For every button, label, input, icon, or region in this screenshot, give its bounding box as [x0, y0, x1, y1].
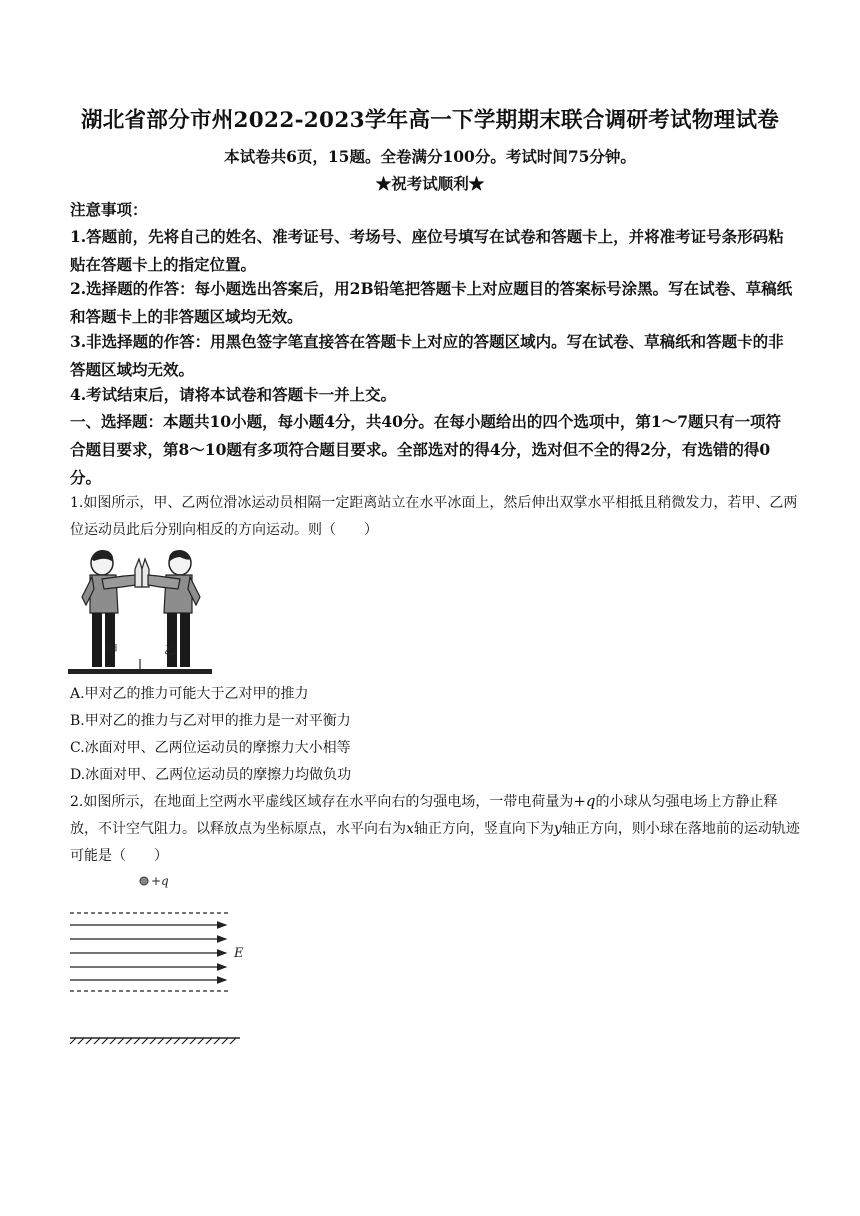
question-1-option-a: A.甲对乙的推力可能大于乙对甲的推力 [70, 686, 309, 702]
x-axis-symbol: x [406, 821, 414, 837]
question-1-option-b: B.甲对乙的推力与乙对甲的推力是一对平衡力 [70, 713, 351, 729]
charged-ball [140, 877, 148, 885]
section-intro: 一、选择题：本题共10小题，每小题4分，共40分。在每小题给出的四个选项中，第1～7题只有一项符合题目要求，第8～10题有多项符合题目要求。全部选对的得4分，选对但不全的得2分，有选错的得0分。 [70, 412, 781, 487]
skater-label-left: 甲 [106, 643, 119, 657]
notice-heading: 注意事项： [70, 200, 148, 219]
exam-wish: ★祝考试顺利★ [375, 174, 485, 193]
notice-item-3: 3.非选择题的作答：用黑色签字笔直接答在答题卡上对应的答题区域内。写在试卷、草稿纸和答题卡的非答题区域均无效。 [70, 332, 784, 379]
skater-label-right: 乙 [164, 643, 177, 657]
question-2-stem [70, 788, 800, 870]
question-1-option-d: D.冰面对甲、乙两位运动员的摩擦力均做负功 [70, 767, 352, 783]
exam-title: 湖北省部分市州2022-2023学年高一下学期期末联合调研考试物理试卷 [80, 108, 780, 133]
field-label: E [234, 946, 244, 961]
question-1-option-c: C.冰面对甲、乙两位运动员的摩擦力大小相等 [70, 740, 351, 756]
question-2-stem-part-1: 2.如图所示，在地面上空两水平虚线区域存在水平向右的匀强电场，一带电荷量为 [70, 794, 574, 810]
question-2-stem-part-4: 轴正方向，则小球在落地前的运动轨迹可能是（ ） [70, 821, 800, 864]
question-2-stem-part-2: 的小球从匀强电场上方静止释放，不计空气阻力。以释放点为坐标原点，水平向右为 [70, 794, 778, 837]
question-2-stem-part-3: 轴正方向，竖直向下为 [413, 821, 554, 837]
exam-info: 本试卷共6页，15题。全卷满分100分。考试时间75分钟。 [224, 147, 636, 166]
electric-field-figure [68, 870, 246, 1048]
ball-charge-label: +q [151, 874, 169, 888]
skaters-figure [68, 545, 214, 677]
notice-item-4: 4.考试结束后，请将本试卷和答题卡一并上交。 [70, 385, 397, 404]
y-axis-symbol: y [553, 821, 562, 837]
charge-symbol: +q [573, 792, 596, 810]
question-1-stem: 1.如图所示，甲、乙两位滑冰运动员相隔一定距离站立在水平冰面上，然后伸出双掌水平相抵且稍微发力，若甲、乙两位运动员此后分别向相反的方向运动。则（ ） [70, 495, 798, 538]
notice-item-2: 2.选择题的作答：每小题选出答案后，用2B铅笔把答题卡上对应题目的答案标号涂黑。写在试卷、草稿纸和答题卡上的非答题区域均无效。 [70, 279, 793, 326]
notice-item-1: 1.答题前，先将自己的姓名、准考证号、考场号、座位号填写在试卷和答题卡上，并将准考证号条形码粘贴在答题卡上的指定位置。 [70, 227, 784, 274]
